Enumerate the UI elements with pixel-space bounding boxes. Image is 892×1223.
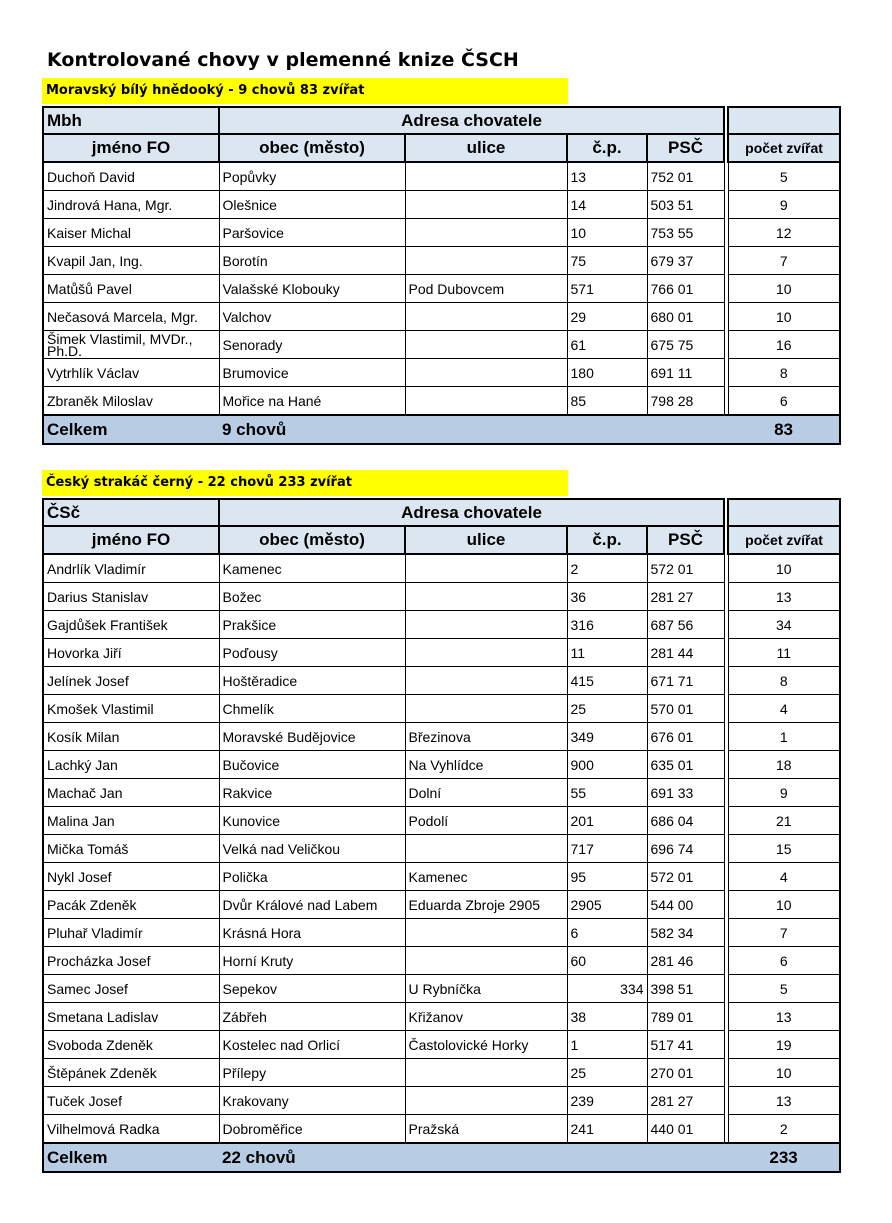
cell-town: Dvůr Králové nad Labem <box>219 891 405 919</box>
cell-town: Zábřeh <box>219 1003 405 1031</box>
cell-name: Vilhelmová Radka <box>43 1115 219 1144</box>
col-header-street: ulice <box>405 134 567 162</box>
cell-zip: 752 01 <box>647 162 724 191</box>
herd-table-csc <box>42 498 841 1173</box>
cell-town: Poďousy <box>219 639 405 667</box>
cell-name: Vytrhlík Václav <box>43 359 219 387</box>
cell-number: 61 <box>567 331 647 359</box>
herd-table-mbh <box>42 106 841 445</box>
table-row <box>43 162 840 191</box>
cell-town: Borotín <box>219 247 405 275</box>
cell-name: Samec Josef <box>43 975 219 1003</box>
cell-zip: 570 01 <box>647 695 724 723</box>
cell-number: 239 <box>567 1087 647 1115</box>
cell-name: Štěpánek Zdeněk <box>43 1059 219 1087</box>
cell-street <box>405 695 567 723</box>
address-group-header: Adresa chovatele <box>219 107 724 134</box>
cell-town: Bučovice <box>219 751 405 779</box>
cell-town: Chmelík <box>219 695 405 723</box>
cell-street <box>405 1087 567 1115</box>
cell-number: 85 <box>567 387 647 416</box>
cell-number: 75 <box>567 247 647 275</box>
cell-number: 25 <box>567 695 647 723</box>
table-row <box>43 1031 840 1059</box>
cell-street <box>405 611 567 639</box>
cell-zip: 572 01 <box>647 863 724 891</box>
cell-number: 55 <box>567 779 647 807</box>
cell-street <box>405 583 567 611</box>
col-header-name: jméno FO <box>43 526 219 554</box>
address-group-header: Adresa chovatele <box>219 499 724 526</box>
total-label: Celkem <box>43 1143 219 1172</box>
cell-number: 14 <box>567 191 647 219</box>
cell-street <box>405 639 567 667</box>
page-title: Kontrolované chovy v plemenné knize ČSCH <box>47 49 519 71</box>
cell-town: Kostelec nad Orlicí <box>219 1031 405 1059</box>
cell-count: 5 <box>728 975 840 1003</box>
cell-count: 12 <box>728 219 840 247</box>
table-row <box>43 1003 840 1031</box>
cell-zip: 686 04 <box>647 807 724 835</box>
total-label: Celkem <box>43 415 219 444</box>
cell-number: 60 <box>567 947 647 975</box>
cell-number: 334 <box>567 975 647 1003</box>
table-row <box>43 947 840 975</box>
cell-name: Pluhař Vladimír <box>43 919 219 947</box>
table-row <box>43 247 840 275</box>
table-row <box>43 975 840 1003</box>
table-row <box>43 835 840 863</box>
cell-name: Nečasová Marcela, Mgr. <box>43 303 219 331</box>
cell-count: 34 <box>728 611 840 639</box>
cell-town: Brumovice <box>219 359 405 387</box>
cell-zip: 696 74 <box>647 835 724 863</box>
cell-name: Malina Jan <box>43 807 219 835</box>
table-row <box>43 667 840 695</box>
cell-zip: 691 11 <box>647 359 724 387</box>
cell-name: Zbraněk Miloslav <box>43 387 219 416</box>
cell-zip: 503 51 <box>647 191 724 219</box>
cell-zip: 798 28 <box>647 387 724 416</box>
cell-count: 7 <box>728 247 840 275</box>
cell-street <box>405 919 567 947</box>
cell-count: 13 <box>728 583 840 611</box>
cell-street: Pod Dubovcem <box>405 275 567 303</box>
cell-name: Kaiser Michal <box>43 219 219 247</box>
total-animals: 83 <box>728 415 840 444</box>
section-label-csc: Český strakáč černý - 22 chovů 233 zvířat <box>42 470 568 496</box>
col-header-town: obec (město) <box>219 134 405 162</box>
cell-count: 15 <box>728 835 840 863</box>
cell-town: Přílepy <box>219 1059 405 1087</box>
cell-town: Senorady <box>219 331 405 359</box>
cell-number: 36 <box>567 583 647 611</box>
table-row <box>43 779 840 807</box>
cell-town: Moravské Budějovice <box>219 723 405 751</box>
cell-count: 5 <box>728 162 840 191</box>
cell-number: 571 <box>567 275 647 303</box>
cell-street: U Rybníčka <box>405 975 567 1003</box>
breed-code: Mbh <box>43 107 219 134</box>
cell-zip: 680 01 <box>647 303 724 331</box>
col-header-town: obec (město) <box>219 526 405 554</box>
cell-street <box>405 1059 567 1087</box>
cell-count: 6 <box>728 947 840 975</box>
cell-zip: 440 01 <box>647 1115 724 1144</box>
cell-town: Rakvice <box>219 779 405 807</box>
cell-street: Eduarda Zbroje 2905 <box>405 891 567 919</box>
cell-town: Hoštěradice <box>219 667 405 695</box>
cell-number: 349 <box>567 723 647 751</box>
cell-count: 7 <box>728 919 840 947</box>
cell-name: Darius Stanislav <box>43 583 219 611</box>
cell-name: Hovorka Jiří <box>43 639 219 667</box>
total-row <box>43 415 840 444</box>
cell-name: Gajdůšek František <box>43 611 219 639</box>
cell-zip: 281 27 <box>647 583 724 611</box>
table-row <box>43 863 840 891</box>
cell-count: 18 <box>728 751 840 779</box>
cell-number: 25 <box>567 1059 647 1087</box>
table-row <box>43 807 840 835</box>
cell-town: Dobroměřice <box>219 1115 405 1144</box>
cell-name: Pacák Zdeněk <box>43 891 219 919</box>
cell-street <box>405 191 567 219</box>
cell-number: 38 <box>567 1003 647 1031</box>
table-row <box>43 554 840 583</box>
cell-count: 13 <box>728 1003 840 1031</box>
cell-street <box>405 947 567 975</box>
cell-count: 8 <box>728 667 840 695</box>
cell-street <box>405 219 567 247</box>
cell-street <box>405 387 567 416</box>
col-header-zip: PSČ <box>647 526 724 554</box>
cell-town: Horní Kruty <box>219 947 405 975</box>
cell-street <box>405 359 567 387</box>
col-header-zip: PSČ <box>647 134 724 162</box>
cell-count: 8 <box>728 359 840 387</box>
table-row <box>43 359 840 387</box>
table-row <box>43 219 840 247</box>
cell-count: 1 <box>728 723 840 751</box>
cell-town: Krásná Hora <box>219 919 405 947</box>
cell-zip: 676 01 <box>647 723 724 751</box>
cell-count: 19 <box>728 1031 840 1059</box>
cell-street: Častolovické Horky <box>405 1031 567 1059</box>
cell-town: Polička <box>219 863 405 891</box>
cell-name: Mička Tomáš <box>43 835 219 863</box>
cell-zip: 572 01 <box>647 554 724 583</box>
cell-name: Svoboda Zdeněk <box>43 1031 219 1059</box>
table-row <box>43 191 840 219</box>
cell-number: 29 <box>567 303 647 331</box>
cell-name: Jelínek Josef <box>43 667 219 695</box>
cell-name: Jindrová Hana, Mgr. <box>43 191 219 219</box>
cell-street <box>405 247 567 275</box>
cell-name: Matůšů Pavel <box>43 275 219 303</box>
cell-zip: 281 27 <box>647 1087 724 1115</box>
cell-zip: 544 00 <box>647 891 724 919</box>
table-row <box>43 919 840 947</box>
cell-street: Křižanov <box>405 1003 567 1031</box>
table-row <box>43 891 840 919</box>
cell-name: Kosík Milan <box>43 723 219 751</box>
table-row <box>43 583 840 611</box>
cell-street: Kamenec <box>405 863 567 891</box>
cell-number: 11 <box>567 639 647 667</box>
cell-number: 201 <box>567 807 647 835</box>
cell-town: Popůvky <box>219 162 405 191</box>
cell-count: 10 <box>728 891 840 919</box>
cell-count: 10 <box>728 303 840 331</box>
cell-name: Andrlík Vladimír <box>43 554 219 583</box>
cell-town: Olešnice <box>219 191 405 219</box>
section-label-mbh: Moravský bílý hnědooký - 9 chovů 83 zvířat <box>42 78 568 104</box>
cell-name: Lachký Jan <box>43 751 219 779</box>
cell-street: Březinova <box>405 723 567 751</box>
cell-zip: 679 37 <box>647 247 724 275</box>
table-row <box>43 1059 840 1087</box>
cell-count: 4 <box>728 863 840 891</box>
cell-number: 717 <box>567 835 647 863</box>
cell-zip: 691 33 <box>647 779 724 807</box>
cell-count: 10 <box>728 1059 840 1087</box>
col-header-count: počet zvířat <box>728 134 840 162</box>
cell-town: Prakšice <box>219 611 405 639</box>
table-row <box>43 1087 840 1115</box>
cell-town: Paršovice <box>219 219 405 247</box>
cell-number: 2905 <box>567 891 647 919</box>
cell-name: Procházka Josef <box>43 947 219 975</box>
total-row <box>43 1143 840 1172</box>
cell-street <box>405 835 567 863</box>
cell-number: 13 <box>567 162 647 191</box>
cell-number: 2 <box>567 554 647 583</box>
cell-zip: 635 01 <box>647 751 724 779</box>
total-herds: 9 chovů <box>219 415 728 444</box>
cell-town: Kamenec <box>219 554 405 583</box>
table-row <box>43 695 840 723</box>
cell-town: Krakovany <box>219 1087 405 1115</box>
cell-zip: 517 41 <box>647 1031 724 1059</box>
cell-count: 13 <box>728 1087 840 1115</box>
cell-number: 900 <box>567 751 647 779</box>
cell-number: 10 <box>567 219 647 247</box>
table-row <box>43 387 840 416</box>
cell-town: Velká nad Veličkou <box>219 835 405 863</box>
cell-street <box>405 162 567 191</box>
cell-zip: 281 46 <box>647 947 724 975</box>
cell-number: 6 <box>567 919 647 947</box>
cell-zip: 582 34 <box>647 919 724 947</box>
cell-street: Pražská <box>405 1115 567 1144</box>
table-row <box>43 303 840 331</box>
cell-number: 241 <box>567 1115 647 1144</box>
col-header-name: jméno FO <box>43 134 219 162</box>
table-row <box>43 611 840 639</box>
table-row <box>43 639 840 667</box>
cell-zip: 671 71 <box>647 667 724 695</box>
cell-count: 10 <box>728 554 840 583</box>
cell-count: 4 <box>728 695 840 723</box>
col-header-count: počet zvířat <box>728 526 840 554</box>
breed-code: ČSč <box>43 499 219 526</box>
cell-street <box>405 554 567 583</box>
cell-street: Na Vyhlídce <box>405 751 567 779</box>
cell-number: 415 <box>567 667 647 695</box>
cell-name: Machač Jan <box>43 779 219 807</box>
cell-town: Sepekov <box>219 975 405 1003</box>
cell-count: 9 <box>728 191 840 219</box>
cell-zip: 270 01 <box>647 1059 724 1087</box>
cell-zip: 398 51 <box>647 975 724 1003</box>
col-header-number: č.p. <box>567 134 647 162</box>
cell-town: Kunovice <box>219 807 405 835</box>
cell-zip: 766 01 <box>647 275 724 303</box>
cell-street <box>405 303 567 331</box>
cell-zip: 789 01 <box>647 1003 724 1031</box>
table-row <box>43 275 840 303</box>
total-herds: 22 chovů <box>219 1143 728 1172</box>
cell-count: 6 <box>728 387 840 416</box>
cell-name: Duchoň David <box>43 162 219 191</box>
total-animals: 233 <box>728 1143 840 1172</box>
cell-name: Tuček Josef <box>43 1087 219 1115</box>
table-row <box>43 723 840 751</box>
cell-count: 2 <box>728 1115 840 1144</box>
cell-number: 95 <box>567 863 647 891</box>
cell-town: Božec <box>219 583 405 611</box>
cell-street <box>405 331 567 359</box>
cell-count: 11 <box>728 639 840 667</box>
cell-street: Dolní <box>405 779 567 807</box>
cell-count: 9 <box>728 779 840 807</box>
cell-town: Valchov <box>219 303 405 331</box>
cell-town: Mořice na Hané <box>219 387 405 416</box>
table-row <box>43 331 840 359</box>
cell-name: Kvapil Jan, Ing. <box>43 247 219 275</box>
cell-zip: 753 55 <box>647 219 724 247</box>
cell-street <box>405 667 567 695</box>
cell-number: 316 <box>567 611 647 639</box>
col-header-number: č.p. <box>567 526 647 554</box>
cell-number: 1 <box>567 1031 647 1059</box>
cell-zip: 281 44 <box>647 639 724 667</box>
cell-zip: 687 56 <box>647 611 724 639</box>
col-header-street: ulice <box>405 526 567 554</box>
table-row <box>43 1115 840 1144</box>
cell-name: Smetana Ladislav <box>43 1003 219 1031</box>
cell-count: 16 <box>728 331 840 359</box>
cell-count: 10 <box>728 275 840 303</box>
cell-number: 180 <box>567 359 647 387</box>
cell-zip: 675 75 <box>647 331 724 359</box>
cell-town: Valašské Klobouky <box>219 275 405 303</box>
table-row <box>43 751 840 779</box>
cell-name: Kmošek Vlastimil <box>43 695 219 723</box>
cell-count: 21 <box>728 807 840 835</box>
cell-street: Podolí <box>405 807 567 835</box>
cell-name: Šimek Vlastimil, MVDr., Ph.D. <box>43 331 219 359</box>
cell-name: Nykl Josef <box>43 863 219 891</box>
